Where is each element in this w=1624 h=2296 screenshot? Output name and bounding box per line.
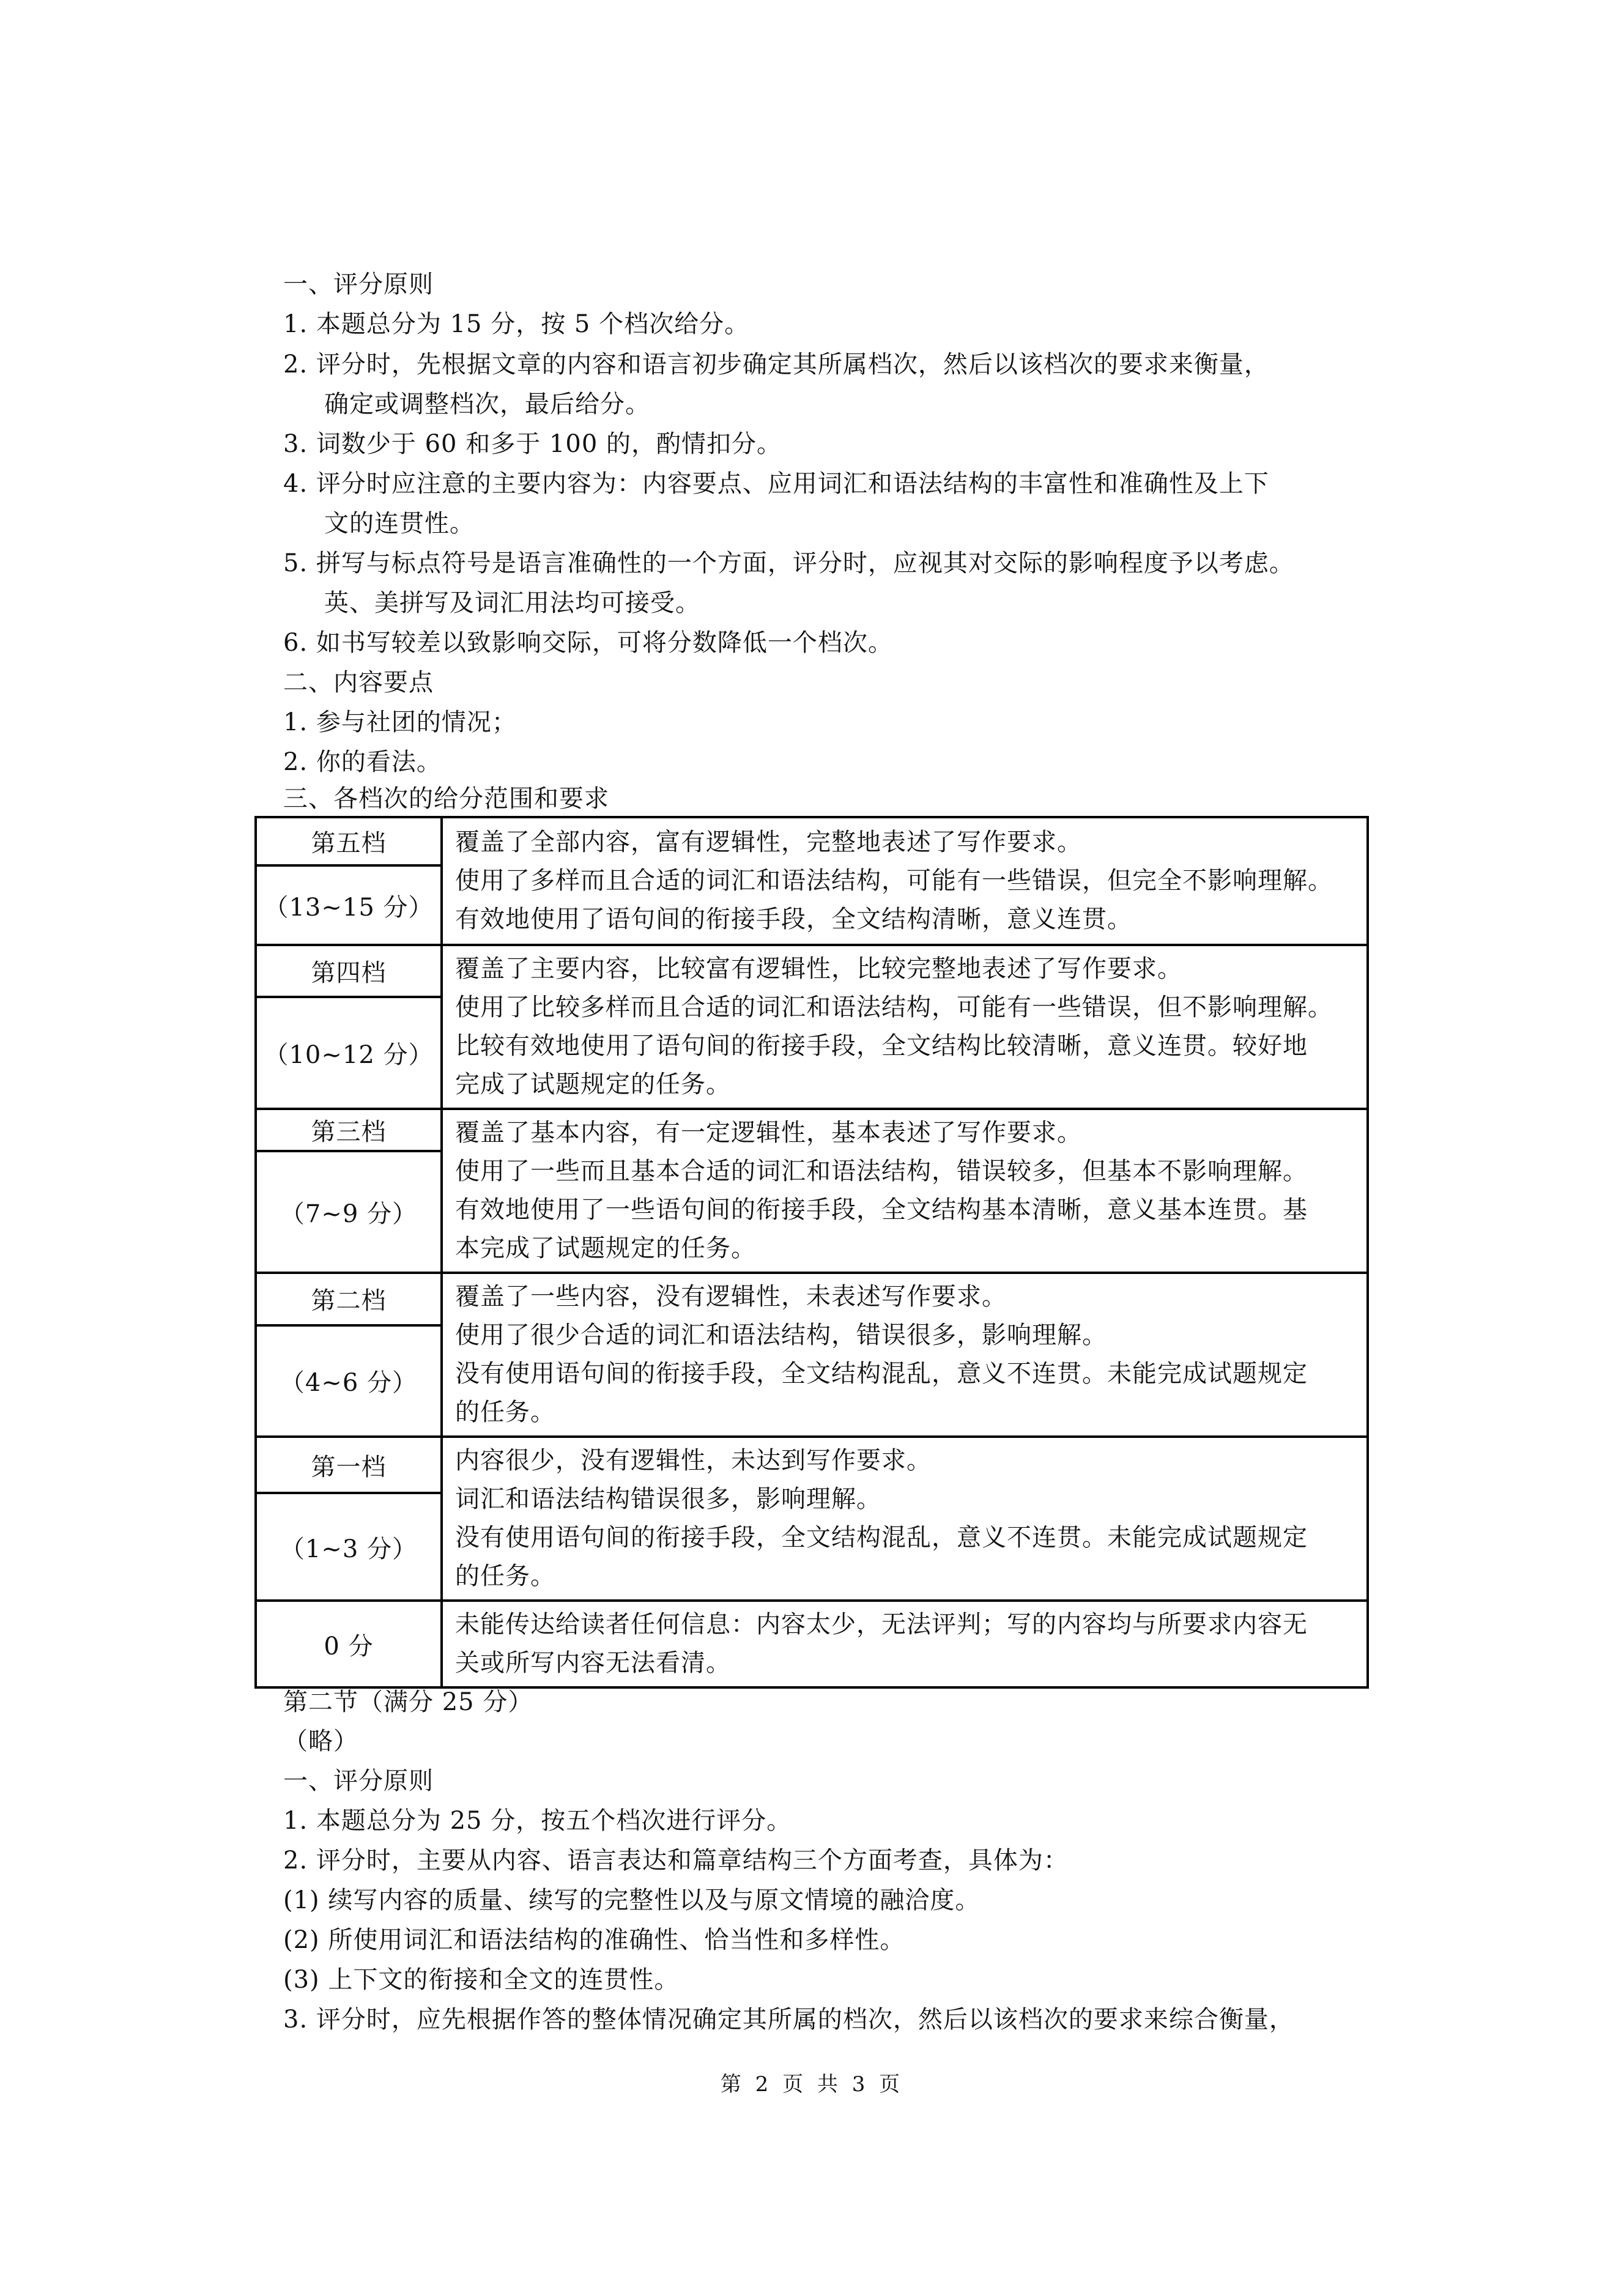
grade-range: （1~3 分）	[256, 1493, 442, 1601]
grade-description-line: 有效地使用了语句间的衔接手段，全文结构清晰，意义连贯。	[455, 905, 1132, 933]
grade-table	[254, 816, 1369, 1689]
grade-description-line: 使用了一些而且基本合适的词汇和语法结构，错误较多，但基本不影响理解。	[455, 1157, 1308, 1185]
grade-description-line: 关或所写内容无法看清。	[455, 1649, 731, 1677]
section-heading-grade-ranges: 三、各档次的给分范围和要求	[283, 785, 609, 813]
grade-range: （4~6 分）	[256, 1325, 442, 1437]
page-number-footer: 第 2 页 共 3 页	[720, 2072, 904, 2097]
grade-description-line: 没有使用语句间的衔接手段，全文结构混乱，意义不连贯。未能完成试题规定	[455, 1360, 1308, 1388]
rule-item: 5. 拼写与标点符号是语言准确性的一个方面，评分时，应视其对交际的影响程度予以考虑。	[283, 549, 1294, 577]
grade-description-line: 覆盖了主要内容，比较富有逻辑性，比较完整地表述了写作要求。	[455, 955, 1182, 983]
section-title-part-two: 第二节（满分 25 分）	[283, 1688, 533, 1716]
omitted-note: （略）	[283, 1727, 358, 1755]
rule-item-continuation: 确定或调整档次，最后给分。	[324, 390, 650, 418]
rule-item: 3. 词数少于 60 和多于 100 的，酌情扣分。	[283, 430, 782, 458]
grade-description-line: 覆盖了一些内容，没有逻辑性，未表述写作要求。	[455, 1283, 1007, 1311]
grade-description	[442, 945, 1368, 1109]
grade-level: 0 分	[256, 1601, 442, 1687]
grade-level: 第一档	[256, 1437, 442, 1493]
rule-item: 3. 评分时，应先根据作答的整体情况确定其所属的档次，然后以该档次的要求来综合衡量，	[283, 2005, 1294, 2034]
grade-level: 第五档	[256, 817, 442, 865]
grade-range: （13~15 分）	[256, 865, 442, 945]
grade-description-line: 使用了多样而且合适的词汇和语法结构，可能有一些错误，但完全不影响理解。	[455, 867, 1333, 895]
content-point: 1. 参与社团的情况；	[283, 708, 517, 736]
grade-description	[442, 1273, 1368, 1437]
grade-description-line: 未能传达给读者任何信息：内容太少，无法评判；写的内容均与所要求内容无	[455, 1610, 1308, 1639]
section-heading-content-points: 二、内容要点	[283, 668, 434, 697]
rule-subitem: (2) 所使用词汇和语法结构的准确性、恰当性和多样性。	[283, 1926, 905, 1954]
grade-description-line: 没有使用语句间的衔接手段，全文结构混乱，意义不连贯。未能完成试题规定	[455, 1524, 1308, 1552]
grade-level: 第三档	[256, 1109, 442, 1151]
section-heading-scoring-principles: 一、评分原则	[283, 270, 434, 298]
grade-description-line: 的任务。	[455, 1398, 555, 1426]
grade-level: 第四档	[256, 945, 442, 997]
grade-description-line: 覆盖了基本内容，有一定逻辑性，基本表述了写作要求。	[455, 1119, 1082, 1147]
grade-range: （10~12 分）	[256, 997, 442, 1109]
grade-level: 第二档	[256, 1273, 442, 1325]
grade-description-line: 完成了试题规定的任务。	[455, 1070, 731, 1098]
grade-description	[442, 1437, 1368, 1601]
rule-item: 6. 如书写较差以致影响交际，可将分数降低一个档次。	[283, 629, 893, 657]
grade-description-line: 词汇和语法结构错误很多，影响理解。	[455, 1485, 881, 1513]
rule-subitem: (1) 续写内容的质量、续写的完整性以及与原文情境的融洽度。	[283, 1886, 981, 1914]
grade-description-line: 有效地使用了一些语句间的衔接手段，全文结构基本清晰，意义基本连贯。基	[455, 1196, 1308, 1224]
rule-item: 1. 本题总分为 15 分，按 5 个档次给分。	[283, 310, 750, 338]
rule-item-continuation: 文的连贯性。	[324, 509, 475, 538]
content-point: 2. 你的看法。	[283, 748, 442, 776]
grade-description	[442, 1601, 1368, 1687]
grade-description	[442, 1109, 1368, 1273]
grade-description-line: 覆盖了全部内容，富有逻辑性，完整地表述了写作要求。	[455, 828, 1082, 856]
grade-range: （7~9 分）	[256, 1151, 442, 1273]
rule-item: 4. 评分时应注意的主要内容为：内容要点、应用词汇和语法结构的丰富性和准确性及上下	[283, 470, 1269, 498]
grade-description-line: 内容很少，没有逻辑性，未达到写作要求。	[455, 1446, 932, 1475]
rule-item: 2. 评分时，先根据文章的内容和语言初步确定其所属档次，然后以该档次的要求来衡量，	[283, 350, 1269, 379]
section-heading-scoring-principles-2: 一、评分原则	[283, 1767, 434, 1795]
rule-item: 1. 本题总分为 25 分，按五个档次进行评分。	[283, 1807, 792, 1835]
rule-item-continuation: 英、美拼写及词汇用法均可接受。	[324, 589, 700, 617]
grade-description-line: 比较有效地使用了语句间的衔接手段，全文结构比较清晰，意义连贯。较好地	[455, 1032, 1308, 1060]
grade-description	[442, 817, 1368, 945]
rule-item: 2. 评分时，主要从内容、语言表达和篇章结构三个方面考查，具体为：	[283, 1846, 1069, 1875]
grade-description-line: 的任务。	[455, 1562, 555, 1590]
grade-description-line: 本完成了试题规定的任务。	[455, 1234, 756, 1262]
grade-description-line: 使用了很少合适的词汇和语法结构，错误很多，影响理解。	[455, 1321, 1107, 1349]
rule-subitem: (3) 上下文的衔接和全文的连贯性。	[283, 1966, 680, 1994]
grade-description-line: 使用了比较多样而且合适的词汇和语法结构，可能有一些错误，但不影响理解。	[455, 993, 1333, 1021]
